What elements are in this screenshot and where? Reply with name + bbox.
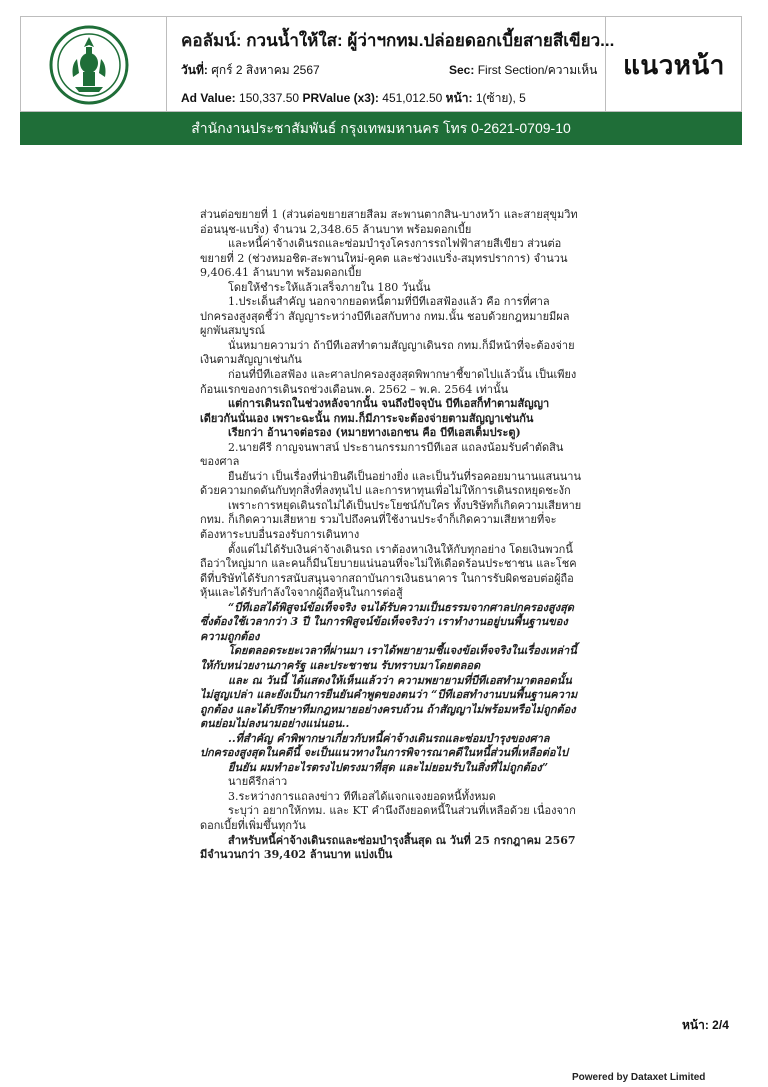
date-section-row <box>181 61 601 80</box>
article-paragraph: แต่การเดินรถในช่วงหลังจากนั้น จนถึงปัจจุบัน บีทีเอสก็ทำตามสัญญาเดียวกันนั่นเอง เพราะฉะนั้น กทม.ก็มีภาระจะต้องจ่ายตามสัญญาเช่นกัน <box>200 397 550 425</box>
article-paragraph: ตั้งแต่ไม่ได้รับเงินค่าจ้างเดินรถ เราต้องหาเงินให้กับทุกอย่าง โดยเงินพวกนี้ถือว่าใหญ่มาก และคนก็มีนโยบายแน่นอนที่จะไม่ให้เดือดร้อนประชาชน และโชคดีที่บริษัทได้รับการสนับสนุนจากสถาบันการเงินธนาคาร ในการรับผิดชอบต่อผู้ถือหุ้นและได้รับกำลังใจจากผู้ถือหุ้นในการต่อสู้ <box>200 542 577 600</box>
column-label: คอลัมน์: <box>181 31 242 50</box>
article-paragraph: 2.นายคีรี กาญจนพาสน์ ประธานกรรมการบีทีเอส แถลงน้อมรับคำตัดสินของศาล <box>200 440 564 469</box>
article-paragraph: “บีทีเอสได้พิสูจน์ข้อเท็จจริง จนได้รับความเป็นธรรมจากศาลปกครองสูงสุด ซึ่งต้องใช้เวลากว่า 3 ปี ในการพิสูจน์ข้อเท็จจริงว่า เราทำงานอยู่บนพื้นฐานของความถูกต้อง <box>200 600 574 643</box>
publication-name: แนวหน้า <box>623 50 725 80</box>
article-paragraph: ..ที่สำคัญ คำพิพากษาเกี่ยวกับหนี้ค่าจ้างเดินรถและซ่อมบำรุงของศาลปกครองสูงสุดในคดีนี้ จะเป็นแนวทางในการพิจารณาคดีในหนี้ส่วนที่เหลือต่อไป <box>200 731 569 760</box>
article-paragraph: เพราะการหยุดเดินรถไม่ได้เป็นประโยชน์กับใคร ทั้งบริษัทก็เกิดความเสียหาย กทม. ก็เกิดความเสียหาย รวมไปถึงคนที่ใช้งานประจำก็เกิดความเสียหายที่จะต้องหาระบบอื่นรองรับการเดินทาง <box>200 498 582 542</box>
article-paragraph: สำหรับหนี้ค่าจ้างเดินรถและซ่อมบำรุงสิ้นสุด ณ วันที่ 25 กรกฎาคม 2567 มีจำนวนกว่า 39,402 ล้านบาท แบ่งเป็น <box>200 833 576 862</box>
page-number: หน้า: 2/4 <box>682 1018 729 1032</box>
date-label: วันที่: <box>181 63 208 77</box>
ad-value: 150,337.50 <box>239 91 300 105</box>
value-row <box>181 89 601 108</box>
ad-value-label: Ad Value: <box>181 91 236 105</box>
prvalue: 451,012.50 <box>382 91 443 105</box>
article-paragraph: โดยให้ชำระให้แล้วเสร็จภายใน 180 วันนั้น <box>228 280 431 294</box>
article-paragraph: 1.ประเด็นสำคัญ นอกจากยอดหนี้ตามที่บีทีเอสฟ้องแล้ว คือ การที่ศาลปกครองสูงสุดชี้ว่า สัญญาระหว่างบีทีเอสกับทาง กทม.นั้น ชอบด้วยกฎหมายมีผลผูกพันสมบูรณ์ <box>200 295 570 338</box>
article-paragraph: เรียกว่า อ้านาจต่อรอง (หมายทางเอกชน คือ บีทีเอสเต็มประตู) <box>228 426 521 440</box>
logo-area <box>21 17 167 111</box>
column-title: กวนน้ำให้ใส: ผู้ว่าฯกทม.ปล่อยดอกเบี้ยสายสีเขียว... <box>246 31 615 50</box>
publication-area <box>605 17 742 111</box>
clipping-meta <box>181 17 615 111</box>
page-label: หน้า: <box>445 91 473 105</box>
article-paragraph: โดยตลอดระยะเวลาที่ผ่านมา เราได้พยายามชี้แจงข้อเท็จจริงในเรื่องเหล่านี้ ให้กับหน่วยงานภาครัฐ และประชาชน รับทราบมาโดยตลอด <box>200 644 577 672</box>
section-label: Sec: <box>449 63 475 77</box>
column-title-row <box>181 27 614 54</box>
prvalue-label: PRValue (x3): <box>302 91 379 105</box>
article-paragraph: ระบุว่า อยากให้กทม. และ KT คำนึงถึงยอดหนี้ในส่วนที่เหลือด้วย เนื่องจากดอกเบี้ยที่เพิ่มขึ้นทุกวัน <box>200 804 576 832</box>
article-paragraph: ยืนยัน ผมทำอะไรตรงไปตรงมาที่สุด และไม่ยอมรับในสิ่งที่ไม่ถูกต้อง” <box>228 760 549 774</box>
section-info <box>449 61 597 80</box>
bangkok-city-emblem-icon <box>49 25 129 105</box>
section-value: First Section/ความเห็น <box>477 63 598 77</box>
article-paragraph: 3.ระหว่างการแถลงข่าว ทีทีเอสได้แจกแจงยอดหนี้ทั้งหมด <box>228 789 496 803</box>
article-paragraph: และ ณ วันนี้ ได้แสดงให้เห็นแล้วว่า ความพยายามที่บีทีเอสทำมาตลอดนั้นไม่สูญเปล่า และยังเป็นการยืนยันคำพูดของตนว่า “บีทีเอสทำงานบนพื้นฐานความถูกต้อง และได้ปรึกษาทีมกฎหมายอย่างครบถ้วน ถ้าสัญญาไม่พร้อมหรือไม่ถูกต้อง ตนย่อมไม่ลงนามอย่างแน่นอน.. <box>200 673 578 731</box>
article-paragraph: ส่วนต่อขยายที่ 1 (ส่วนต่อขยายสายสีลม สะพานตากสิน-บางหว้า และสายสุขุมวิท อ่อนนุช-แบริ่ง) จำนวน 2,348.65 ล้านบาท พร้อมดอกเบี้ย <box>200 208 578 236</box>
article-paragraph: นายคีรีกล่าว <box>228 775 288 789</box>
article-paragraph: ยืนยันว่า เป็นเรื่องที่น่ายินดีเป็นอย่างยิ่ง และเป็นวันที่รอคอยมานานแสนนาน ด้วยความกดดันกับทุกสิ่งที่ลงทุนไป และการหาทุนเพื่อไม่ให้การเดินรถหยุดชะงัก <box>200 469 581 498</box>
powered-by: Powered by Dataxet Limited <box>572 1072 706 1083</box>
page-value: 1(ซ้าย), 5 <box>475 91 526 105</box>
article-paragraph: ก่อนที่บีทีเอสฟ้อง และศาลปกครองสูงสุดพิพากษาชี้ขาดไปแล้วนั้น เป็นเพียงก้อนแรกของการเดินรถช่วงเดือนพ.ค. 2562 – พ.ค. 2564 เท่านั้น <box>200 368 577 396</box>
clipping-header <box>20 16 742 112</box>
article-paragraph: และหนี้ค่าจ้างเดินรถและซ่อมบำรุงโครงการรถไฟฟ้าสายสีเขียว ส่วนต่อขยายที่ 2 (ช่วงหมอชิต-สะพานใหม่-คูคต และช่วงแบริ่ง-สมุทรปราการ) จำนวน 9,406.41 ล้านบาท พร้อมดอกเบี้ย <box>200 237 568 280</box>
article-body <box>200 208 582 863</box>
contact-banner: สำนักงานประชาสัมพันธ์ กรุงเทพมหานคร โทร 0-2621-0709-10 <box>20 112 742 145</box>
article-paragraph: นั่นหมายความว่า ถ้าบีทีเอสทำตามสัญญาเดินรถ กทม.ก็มีหน้าที่จะต้องจ่ายเงินตามสัญญาเช่นกัน <box>200 338 575 367</box>
date-value: ศุกร์ 2 สิงหาคม 2567 <box>211 63 320 77</box>
